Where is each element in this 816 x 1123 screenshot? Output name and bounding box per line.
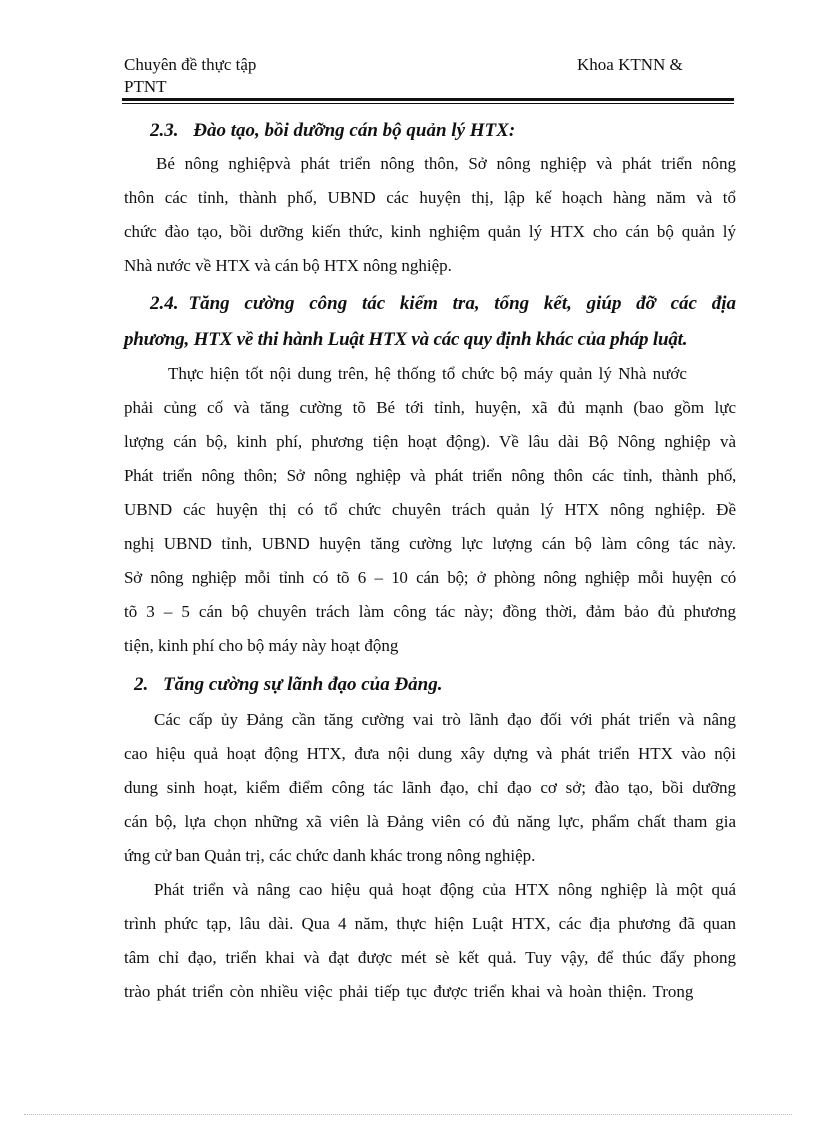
paragraph-line: Các cấp ủy Đảng cần tăng cường vai trò lãnh đạo đối với phát triển và nâng xyxy=(154,710,736,729)
paragraph-line: chức đào tạo, bồi dưỡng kiến thức, kinh nghiệm quản lý HTX cho cán bộ quản lý xyxy=(124,222,736,241)
paragraph-line: Bé nông nghiệpvà phát triển nông thôn, Sở nông nghiệp và phát triển nông xyxy=(156,154,736,173)
section-number: 2. xyxy=(134,674,149,695)
section-number: 2.4. xyxy=(150,293,179,314)
paragraph-line: Thực hiện tốt nội dung trên, hệ thống tổ chức bộ máy quản lý Nhà nước xyxy=(168,364,687,383)
section-title: Đào tạo, bồi dưỡng cán bộ quản lý HTX: xyxy=(193,120,516,141)
section-title-line: phương, HTX về thi hành Luật HTX và các quy định khác của pháp luật. xyxy=(124,329,688,350)
section-2-heading xyxy=(134,667,694,703)
paragraph-line: dung sinh hoạt, kiểm điểm công tác lãnh đạo, chỉ đạo cơ sở; đào tạo, bồi dưỡng xyxy=(124,778,736,797)
paragraph-line: cao hiệu quả hoạt động HTX, đưa nội dung xây dựng và phát triển HTX vào nội xyxy=(124,744,736,763)
paragraph-line: tâm chỉ đạo, triển khai và đạt được mét sè kết quả. Tuy vậy, để thúc đẩy phong xyxy=(124,948,736,967)
section-2-4-heading xyxy=(124,286,736,358)
section-2-paragraph-1 xyxy=(124,703,736,873)
header-title: Chuyên đề thực tập xyxy=(124,55,257,74)
section-2-3-paragraph xyxy=(124,147,736,283)
header-department: Khoa KTNN & xyxy=(577,55,683,74)
header-left xyxy=(124,54,256,98)
section-number: 2.3. xyxy=(150,120,179,141)
paragraph-line: Nhà nước về HTX và cán bộ HTX nông nghiệp. xyxy=(124,256,452,275)
paragraph-line: tõ 3 – 5 cán bộ chuyên trách làm công tác này; đồng thời, đảm bảo đủ phương xyxy=(124,602,736,621)
paragraph-line: UBND các huyện thị có tổ chức chuyên trách quản lý HTX nông nghiệp. Đề xyxy=(124,500,736,519)
paragraph-line: nghị UBND tỉnh, UBND huyện tăng cường lực lượng cán bộ làm công tác này. xyxy=(124,534,736,553)
section-title: Tăng cường sự lãnh đạo của Đảng. xyxy=(163,674,443,695)
header-title-continued: PTNT xyxy=(124,77,167,96)
paragraph-line: Phát triển nông thôn; Sở nông nghiệp và phát triển nông thôn các tỉnh, thành phố, xyxy=(124,466,736,485)
paragraph-line: phải củng cố và tăng cường tõ Bé tới tỉnh, huyện, xã đủ mạnh (bao gồm lực xyxy=(124,398,736,417)
paragraph-line: trình phức tạp, lâu dài. Qua 4 năm, thực hiện Luật HTX, các địa phương đã quan xyxy=(124,914,736,933)
paragraph-line: thôn các tỉnh, thành phố, UBND các huyện thị, lập kế hoạch hàng năm và tổ xyxy=(124,188,736,207)
paragraph-line: cán bộ, lựa chọn những xã viên là Đảng viên có đủ năng lực, phẩm chất tham gia xyxy=(124,812,736,831)
paragraph-line: Sở nông nghiệp mỗi tỉnh có tõ 6 – 10 cán bộ; ở phòng nông nghiệp mỗi huyện có xyxy=(124,568,736,587)
page-bottom-border xyxy=(24,1114,792,1115)
section-2-paragraph-2 xyxy=(124,873,736,1009)
header-rule-thin xyxy=(122,103,734,104)
paragraph-line: trào phát triển còn nhiều việc phải tiếp tục được triển khai và hoàn thiện. Trong xyxy=(124,982,694,1001)
header-rule-thick xyxy=(122,98,734,101)
paragraph-line: ứng cử ban Quản trị, các chức danh khác trong nông nghiệp. xyxy=(124,846,536,865)
paragraph-line: tiện, kinh phí cho bộ máy này hoạt động xyxy=(124,636,399,655)
section-2-4-paragraph xyxy=(124,357,736,663)
section-title-line xyxy=(124,286,736,322)
section-title: Tăng cường công tác kiểm tra, tổng kết, giúp đỡ các địa xyxy=(188,293,736,314)
paragraph-line: lượng cán bộ, kinh phí, phương tiện hoạt động). Về lâu dài Bộ Nông nghiệp và xyxy=(124,432,736,451)
paragraph-line: Phát triển và nâng cao hiệu quả hoạt động của HTX nông nghiệp là một quá xyxy=(154,880,736,899)
section-2-3-heading xyxy=(150,113,710,149)
